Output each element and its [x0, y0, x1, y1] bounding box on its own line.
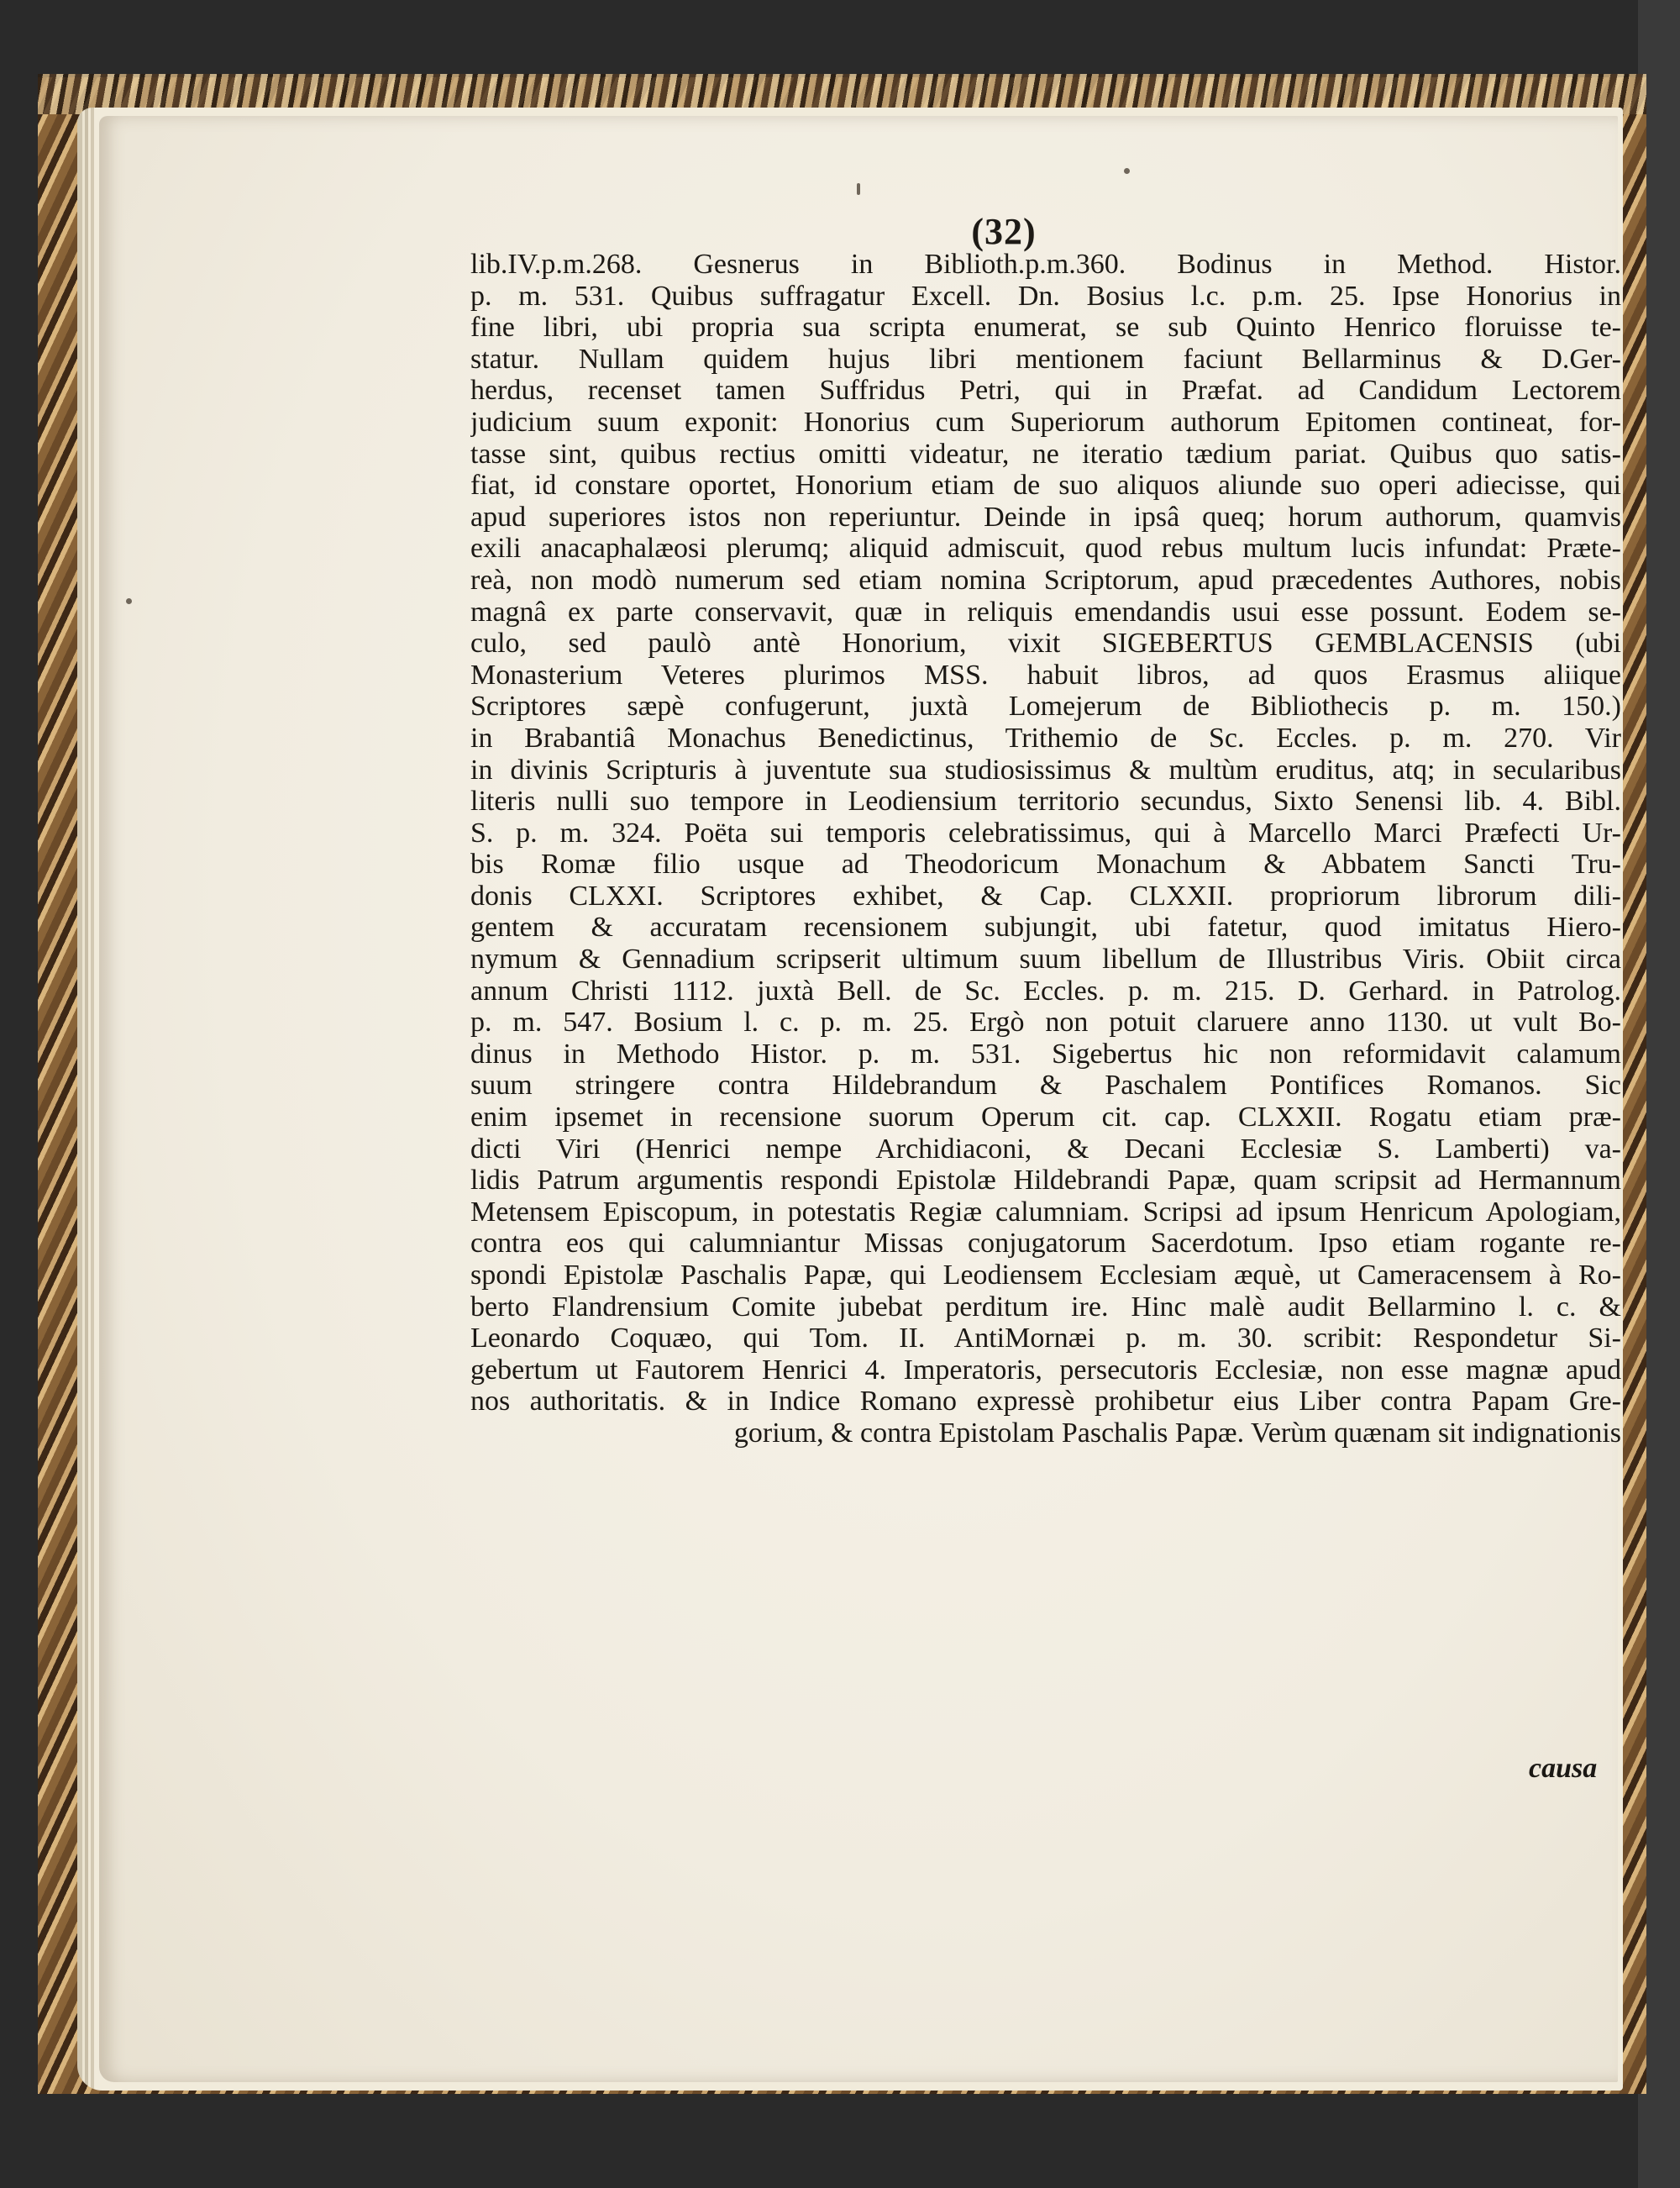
text-line: donis CLXXI. Scriptores exhibet, & Cap. CLXXII. propriorum librorum dili- — [470, 880, 1621, 912]
text-line: fine libri, ubi propria sua scripta enumerat, se sub Quinto Henrico floruisse te- — [470, 312, 1621, 344]
text-line: lidis Patrum argumentis respondi Epistolæ Hildebrandi Papæ, quam scripsit ad Hermannum — [470, 1165, 1621, 1197]
text-line: statur. Nullam quidem hujus libri mentionem faciunt Bellarminus & D.Ger- — [470, 343, 1621, 375]
text-line: Leonardo Coquæo, qui Tom. II. AntiMornæi p. m. 30. scribit: Respondetur Si- — [470, 1323, 1621, 1354]
text-line: herdus, recenset tamen Suffridus Petri, qui in Præfat. ad Candidum Lectorem — [470, 375, 1621, 407]
text-line: nymum & Gennadium scripserit ultimum suum libellum de Illustribus Viris. Obiit circa — [470, 944, 1621, 976]
text-line: exili anacaphalæosi plerumq; aliquid admiscuit, quod rebus multum lucis infundat: Præte- — [470, 533, 1621, 565]
text-line: enim ipsemet in recensione suorum Operum cit. cap. CLXXII. Rogatu etiam præ- — [470, 1102, 1621, 1133]
text-line: judicium suum exponit: Honorius cum Superiorum authorum Epitomen contineat, for- — [470, 406, 1621, 438]
text-line: bis Romæ filio usque ad Theodoricum Monachum & Abbatem Sancti Tru- — [470, 849, 1621, 881]
text-line: fiat, id constare oportet, Honorium etiam de suo aliquos aliunde suo operi adiecisse, qui — [470, 470, 1621, 502]
text-line: S. p. m. 324. Poëta sui temporis celebratissimus, qui à Marcello Marci Præfecti Ur- — [470, 817, 1621, 849]
text-line: Monasterium Veteres plurimos MSS. habuit libros, ad quos Erasmus aliique — [470, 659, 1621, 691]
text-line: lib.IV.p.m.268. Gesnerus in Biblioth.p.m.360. Bodinus in Method. Histor. — [470, 249, 1621, 280]
catchword: causa — [1529, 1753, 1598, 1784]
text-line: apud superiores istos non reperiuntur. Deinde in ipsâ queq; horum authorum, quamvis — [470, 501, 1621, 533]
text-line: reà, non modò numerum sed etiam nomina Scriptorum, apud præcedentes Authores, nobis — [470, 564, 1621, 596]
text-line: literis nulli suo tempore in Leodiensium territorio secundus, Sixto Senensi lib. 4. Bibl. — [470, 786, 1621, 818]
text-line: nos authoritatis. & in Indice Romano expressè prohibetur eius Liber contra Papam Gre- — [470, 1386, 1621, 1417]
text-line: magnâ ex parte conservavit, quæ in reliquis emendandis usui esse possunt. Eodem se- — [470, 596, 1621, 628]
text-line: gebertum ut Fautorem Henrici 4. Imperatoris, persecutoris Ecclesiæ, non esse magnæ apud — [470, 1354, 1621, 1386]
text-line: berto Flandrensium Comite jubebat perditum ire. Hinc malè audit Bellarmino l. c. & — [470, 1291, 1621, 1323]
text-line: spondi Epistolæ Paschalis Papæ, qui Leodiensem Ecclesiam æquè, ut Cameracensem à Ro- — [470, 1260, 1621, 1291]
text-line: suum stringere contra Hildebrandum & Paschalem Pontifices Romanos. Sic — [470, 1070, 1621, 1102]
text-line: gentem & accuratam recensionem subjungit, ubi fatetur, quod imitatus Hiero- — [470, 912, 1621, 944]
page-number: (32) — [971, 211, 1037, 252]
text-line: p. m. 547. Bosium l. c. p. m. 25. Ergò non potuit claruere anno 1130. ut vult Bo- — [470, 1007, 1621, 1039]
text-line: dicti Viri (Henrici nempe Archidiaconi, & Decani Ecclesiæ S. Lamberti) va- — [470, 1133, 1621, 1165]
text-line: dinus in Methodo Histor. p. m. 531. Sigebertus hic non reformidavit calamum — [470, 1038, 1621, 1070]
text-line: gorium, & contra Epistolam Paschalis Papæ. Verùm quænam sit indignationis — [733, 1417, 1621, 1449]
body-text — [470, 249, 1621, 1954]
text-line: contra eos qui calumniantur Missas conjugatorum Sacerdotum. Ipso etiam rogante re- — [470, 1228, 1621, 1260]
ink-speck — [126, 598, 132, 604]
text-line: culo, sed paulò antè Honorium, vixit SIGEBERTUS GEMBLACENSIS (ubi — [470, 628, 1621, 660]
text-line: annum Christi 1112. juxtà Bell. de Sc. Eccles. p. m. 215. D. Gerhard. in Patrolog. — [470, 975, 1621, 1007]
bleed-through — [798, 1790, 1554, 1818]
text-line: Metensem Episcopum, in potestatis Regiæ calumniam. Scripsi ad ipsum Henricum Apologiam, — [470, 1196, 1621, 1228]
ink-speck — [1124, 168, 1130, 174]
text-line: p. m. 531. Quibus suffragatur Excell. Dn. Bosius l.c. p.m. 25. Ipse Honorius in — [470, 280, 1621, 312]
text-line: in Brabantiâ Monachus Benedictinus, Trithemio de Sc. Eccles. p. m. 270. Vir — [470, 722, 1621, 754]
text-line: Scriptores sæpè confugerunt, juxtà Lomejerum de Bibliothecis p. m. 150.) — [470, 691, 1621, 723]
text-line: in divinis Scripturis à juventute sua studiosissimus & multùm eruditus, atq; in secularibus — [470, 754, 1621, 786]
text-line: tasse sint, quibus rectius omitti videatur, ne iteratio tædium pariat. Quibus quo satis- — [470, 438, 1621, 470]
ink-speck — [857, 183, 860, 195]
